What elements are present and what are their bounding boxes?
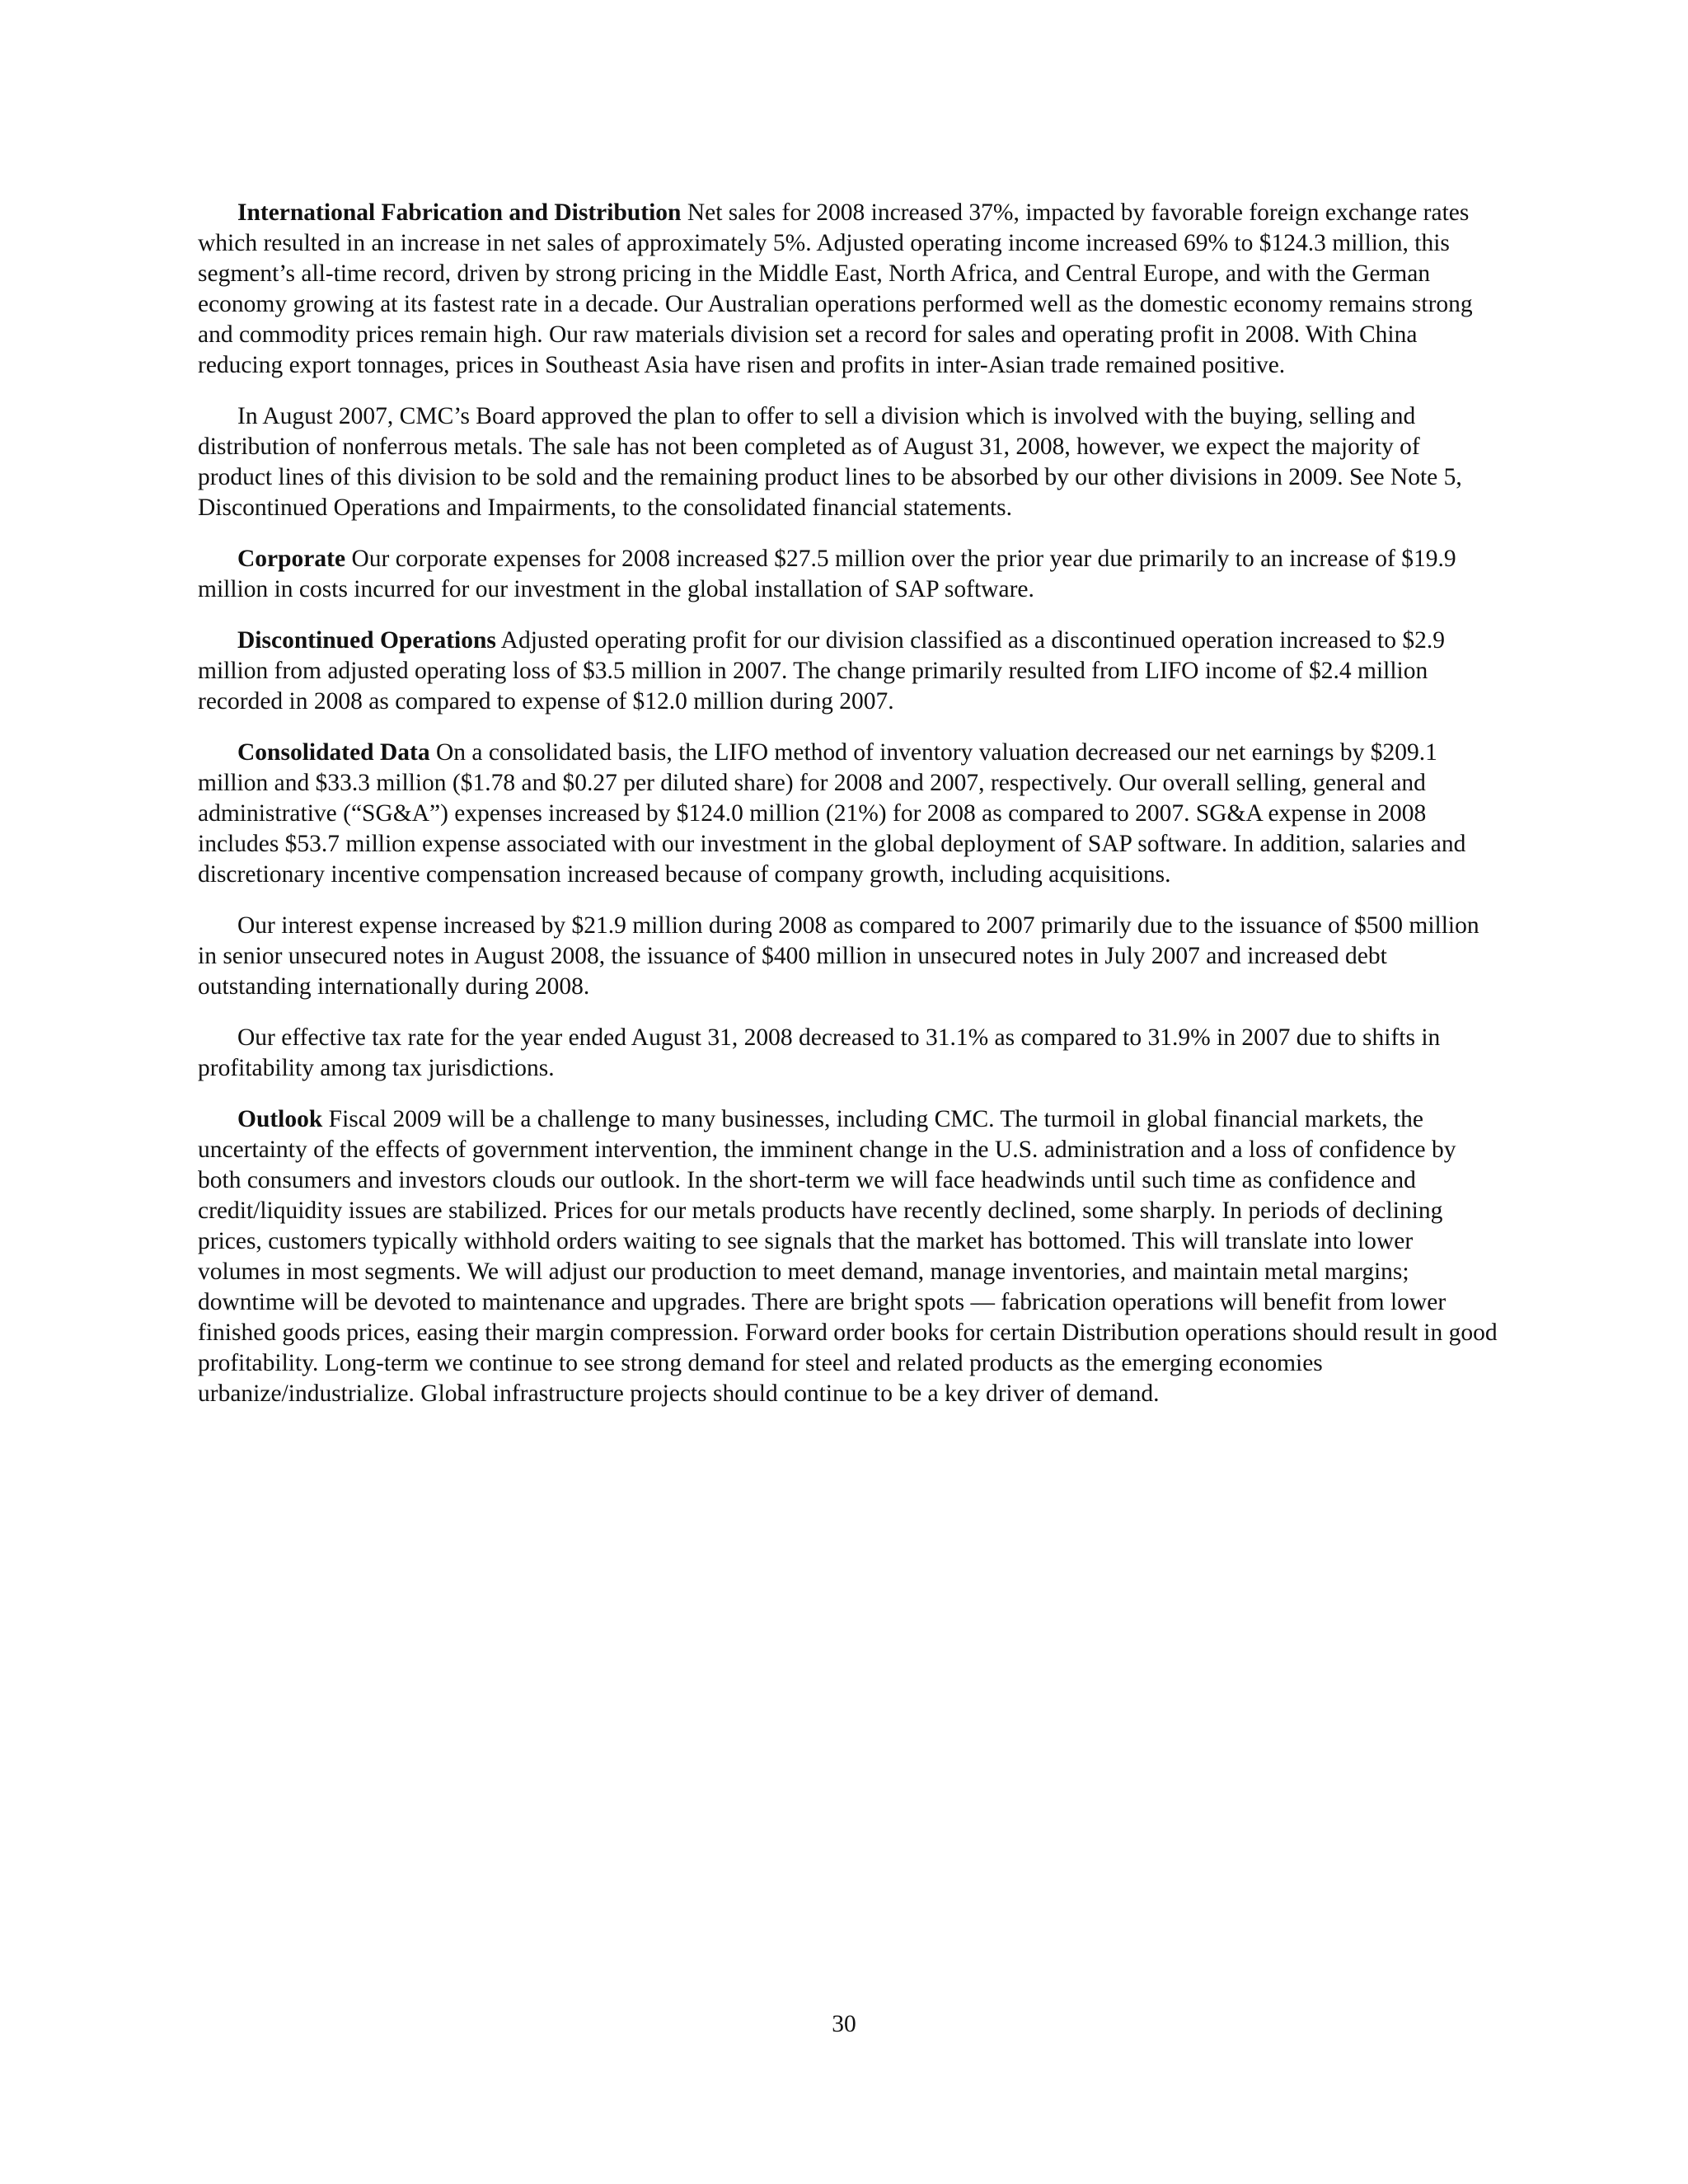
paragraph-heading: Outlook <box>237 1106 323 1132</box>
document-body <box>198 198 1500 1430</box>
paragraph-heading: Corporate <box>237 546 346 572</box>
paragraph-heading: International Fabrication and Distribution <box>237 199 682 226</box>
paragraph-heading: Consolidated Data <box>237 739 430 766</box>
paragraph-interest-expense <box>198 911 1500 1002</box>
paragraph-heading: Discontinued Operations <box>237 627 496 654</box>
paragraph-text: On a consolidated basis, the LIFO method of inventory valuation decreased our net earnings by $209.1 million and $33.3 million ($1.78 and $0.27 per diluted share) for 2008 and 2007, respectively. Our overall selling, general and administrative (“SG&A”) expenses increased by $124.0 million (21%) for 2008 as compared to 2007. SG&A expense in 2008 includes $53.7 million expense associated with our investment in the global deployment of SAP software. In addition, salaries and discretionary incentive compensation increased because of company growth, including acquisitions. <box>198 739 1466 888</box>
paragraph-outlook <box>198 1104 1500 1409</box>
paragraph-text: In August 2007, CMC’s Board approved the plan to offer to sell a division which is involved with the buying, selling and distribution of nonferrous metals. The sale has not been completed as of August 31, 2008, however, we expect the majority of product lines of this division to be sold and the remaining product lines to be absorbed by our other divisions in 2009. See Note 5, Discontinued Operations and Impairments, to the consolidated financial statements. <box>198 403 1462 521</box>
paragraph-corporate <box>198 544 1500 605</box>
paragraph-tax-rate <box>198 1023 1500 1084</box>
paragraph-board-approval <box>198 401 1500 523</box>
paragraph-text: Adjusted operating profit for our division classified as a discontinued operation increased to $2.9 million from adjusted operating loss of $3.5 million in 2007. The change primarily resulted from LIFO income of $2.4 million recorded in 2008 as compared to expense of $12.0 million during 2007. <box>198 627 1445 715</box>
paragraph-text: Net sales for 2008 increased 37%, impacted by favorable foreign exchange rates which resulted in an increase in net sales of approximately 5%. Adjusted operating income increased 69% to $124.3 million, this segment’s all-time record, driven by strong pricing in the Middle East, North Africa, and Central Europe, and with the German economy growing at its fastest rate in a decade. Our Australian operations performed well as the domestic economy remains strong and commodity prices remain high. Our raw materials division set a record for sales and operating profit in 2008. With China reducing export tonnages, prices in Southeast Asia have risen and profits in inter-Asian trade remained positive. <box>198 199 1473 378</box>
paragraph-consolidated-data <box>198 738 1500 890</box>
page-number: 30 <box>832 2011 856 2037</box>
paragraph-text: Our corporate expenses for 2008 increased $27.5 million over the prior year due primarily to an increase of $19.9 million in costs incurred for our investment in the global installation of SAP software. <box>198 546 1456 602</box>
paragraph-text: Our effective tax rate for the year ended August 31, 2008 decreased to 31.1% as compared to 31.9% in 2007 due to shifts in profitability among tax jurisdictions. <box>198 1024 1441 1081</box>
paragraph-text: Fiscal 2009 will be a challenge to many businesses, including CMC. The turmoil in global financial markets, the uncertainty of the effects of government intervention, the imminent change in the U.S. administration and a loss of confidence by both consumers and investors clouds our outlook. In the short-term we will face headwinds until such time as confidence and credit/liquidity issues are stabilized. Prices for our metals products have recently declined, some sharply. In periods of declining prices, customers typically withhold orders waiting to see signals that the market has bottomed. This will translate into lower volumes in most segments. We will adjust our production to meet demand, manage inventories, and maintain metal margins; downtime will be devoted to maintenance and upgrades. There are bright spots — fabrication operations will benefit from lower finished goods prices, easing their margin compression. Forward order books for certain Distribution operations should result in good profitability. Long-term we continue to see strong demand for steel and related products as the emerging economies urbanize/industrialize. Global infrastructure projects should continue to be a key driver of demand. <box>198 1106 1498 1407</box>
paragraph-international-fabrication <box>198 198 1500 381</box>
paragraph-discontinued-operations <box>198 626 1500 717</box>
paragraph-text: Our interest expense increased by $21.9 million during 2008 as compared to 2007 primarily due to the issuance of $500 million in senior unsecured notes in August 2008, the issuance of $400 million in unsecured notes in July 2007 and increased debt outstanding internationally during 2008. <box>198 912 1479 1000</box>
